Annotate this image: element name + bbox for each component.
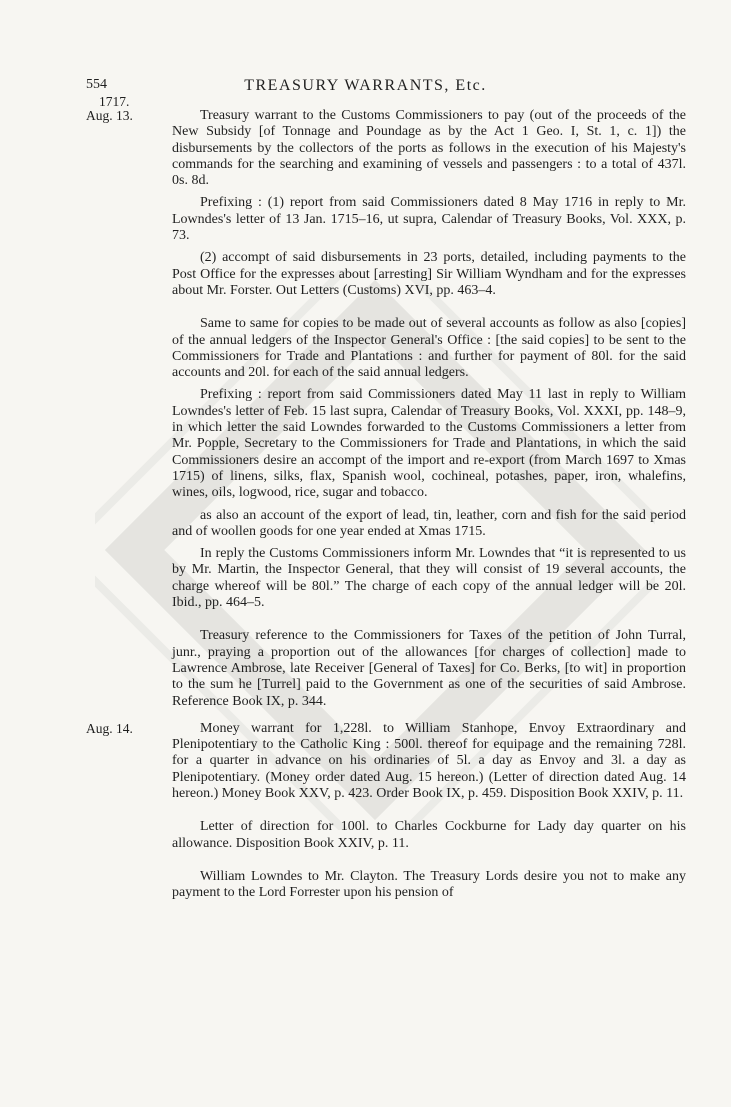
paragraph: Treasury warrant to the Customs Commissioners to pay (out of the proceeds of the New Subsidy [of Tonnage and Poundage as by the Act 1 Geo. I, St. 1, c. 1]) the disbursements by the collectors of the ports as follows in the execution of his Majesty's commands for the searching and examining of vessels and passengers : to a total of 437l. 0s. 8d. [172,108,686,189]
paragraph: In reply the Customs Commissioners inform Mr. Lowndes that “it is represented to us by Mr. Martin, the Inspector General, that they will consist of 19 several accounts, the charge whereof will be 80l.” The charge of each copy of the annual ledger will be 20l. Ibid., pp. 464–5. [172,546,686,611]
paragraph: Treasury reference to the Commissioners for Taxes of the petition of John Turral, junr., praying a proportion out of the allowances [for charges of collection] made to Lawrence Ambrose, late Receiver [General of Taxes] for Co. Berks, [to wit] in proportion to the sum he [Turrel] paid to the Government as one of the securities of said Ambrose. Reference Book IX, p. 344. [172,628,686,709]
year-label: 1717. [99,94,130,109]
paragraph: Prefixing : report from said Commissioners dated May 11 last in reply to William Lowndes's letter of Feb. 15 last supra, Calendar of Treasury Books, Vol. XXXI, pp. 148–9, in which letter the said Lowndes forwarded to the Customs Commissioners a letter from Mr. Popple, Secretary to the Commissioners for Trade and Plantations, in which the said Commissioners desire an accompt of the import and re-export (from March 1697 to Xmas 1715) of linens, silks, flax, Spanish wool, cochineal, potashes, paper, iron, whalefins, wines, oils, logwood, rice, sugar and tobacco. [172,387,686,501]
page-number: 554 [86,77,107,92]
entry-aug-14 [86,721,686,902]
paragraph: (2) accompt of said disbursements in 23 ports, detailed, including payments to the Post Office for the expresses about [arresting] Sir William Wyndham and for the expresses about Mr. Forster. Out Letters (Customs) XVI, pp. 463–4. [172,250,686,298]
paragraph: William Lowndes to Mr. Clayton. The Treasury Lords desire you not to make any payment to the Lord Forrester upon his pension of [172,868,686,901]
paragraph: Same to same for copies to be made out of several accounts as follow as also [copies] of the annual ledgers of the Inspector General's Office : [the said copies] to be sent to the Commissioners for Trade and Plantations : and further for payment of 80l. for the said accounts and 20l. for each of the said annual ledgers. [172,316,686,381]
paragraph: Prefixing : (1) report from said Commissioners dated 8 May 1716 in reply to Mr. Lowndes's letter of 13 Jan. 1715–16, ut supra, Calendar of Treasury Books, Vol. XXX, p. 73. [172,195,686,244]
paragraph: Money warrant for 1,228l. to William Stanhope, Envoy Extraordinary and Plenipotentiary to the Catholic King : 500l. thereof for equipage and the remaining 728l. for a quarter in advance on his ordinaries of 5l. a day as Envoy and 3l. a day as Plenipotentiary. (Money order dated Aug. 15 hereon.) (Letter of direction dated Aug. 14 hereon.) Money Book XXV, p. 423. Order Book IX, p. 459. Disposition Book XXIV, p. 11. [172,720,686,801]
paragraph: Letter of direction for 100l. to Charles Cockburne for Lady day quarter on his allowance. Disposition Book XXIV, p. 11. [172,819,686,851]
entry-aug-13 [86,108,686,710]
entry-date: Aug. 13. [86,108,133,123]
paragraph: as also an account of the export of lead, tin, leather, corn and fish for the said period and of woollen goods for one year ended at Xmas 1715. [172,507,686,539]
running-title: TREASURY WARRANTS, Etc. [244,77,487,94]
entry-date: Aug. 14. [86,720,133,736]
page-body [86,108,686,901]
